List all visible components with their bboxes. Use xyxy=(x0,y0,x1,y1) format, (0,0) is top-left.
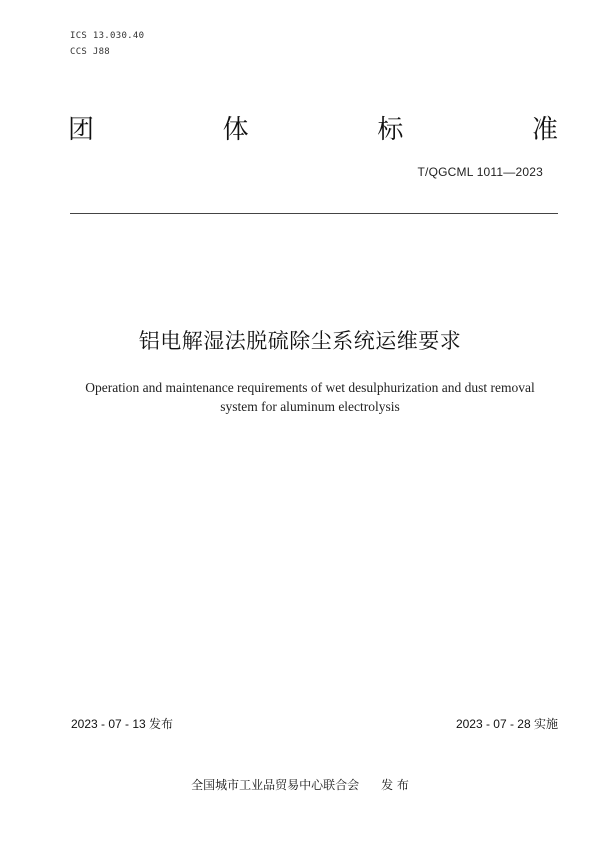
header-divider xyxy=(70,213,558,214)
standard-number: T/QGCML 1011—2023 xyxy=(417,165,543,179)
issuing-organization xyxy=(0,776,600,793)
english-title-line-1: Operation and maintenance requirements of wet desulphurization and dust removal xyxy=(85,380,535,395)
implementation-date: 2023 - 07 - 28 实施 xyxy=(455,717,558,731)
standard-type-char-2: 体 xyxy=(222,115,249,145)
classification-codes xyxy=(70,28,144,60)
ics-code: ICS 13.030.40 xyxy=(70,31,145,41)
standard-type-char-1: 团 xyxy=(68,115,95,145)
document-title-chinese: 铝电解湿法脱硫除尘系统运维要求 xyxy=(138,329,462,353)
standard-type-char-3: 标 xyxy=(377,115,404,145)
standard-type-char-4: 准 xyxy=(531,115,558,145)
document-title-english xyxy=(40,378,580,416)
ccs-code: CCS J88 xyxy=(70,47,111,57)
issuer-action: 发 布 xyxy=(381,778,409,792)
issuer-name: 全国城市工业品贸易中心联合会 xyxy=(191,778,360,792)
issue-date: 2023 - 07 - 13 发布 xyxy=(71,717,174,731)
english-title-line-2: system for aluminum electrolysis xyxy=(220,399,400,414)
standard-type-heading xyxy=(68,112,558,148)
